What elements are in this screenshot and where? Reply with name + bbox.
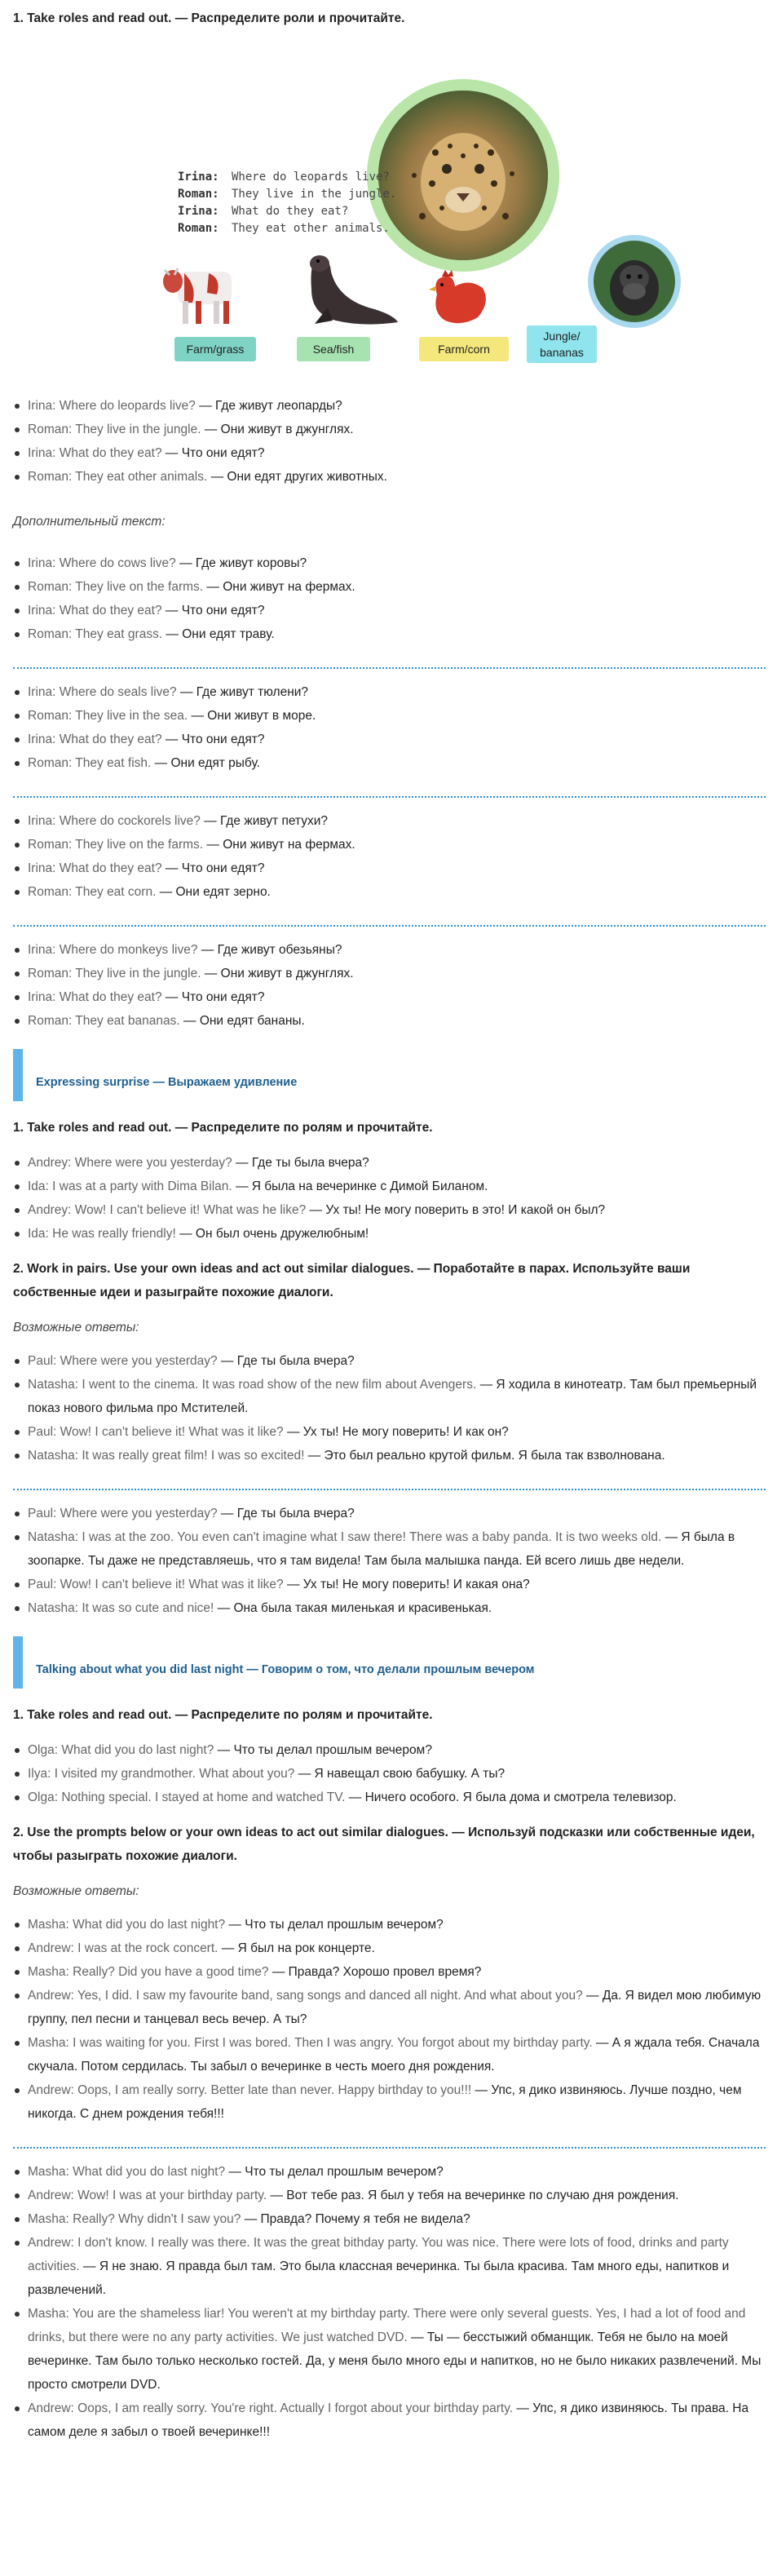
russian-text: — Да. Я видел мою любимую группу, пел песни и танцевал весь вечер. А ты?: [28, 1989, 762, 2026]
russian-text: — Что они едят?: [161, 733, 265, 746]
list-item: [13, 1151, 766, 1175]
list-item: [13, 2397, 766, 2444]
list-item: [13, 2078, 766, 2126]
answer-group: [13, 1502, 766, 1620]
russian-text: — Они едят бананы.: [179, 1014, 305, 1028]
russian-text: — Ух ты! Не могу поверить! И какая она?: [283, 1578, 530, 1591]
answer-group: [13, 1913, 766, 2126]
section3-lines: [13, 1738, 766, 1809]
list-item: [13, 985, 766, 1009]
list-item: [13, 833, 766, 856]
divider: [13, 1489, 766, 1490]
english-text: Irina: What do they eat?: [28, 861, 162, 875]
russian-text: — Они живут в джунглях.: [201, 967, 354, 980]
list-item: [13, 1525, 766, 1573]
list-item: [13, 2184, 766, 2207]
english-text: Irina: What do they eat?: [28, 604, 162, 617]
russian-text: — Где живут коровы?: [175, 556, 307, 570]
section2-lines: [13, 1151, 766, 1246]
russian-text: — Они едят других животных.: [207, 470, 387, 484]
english-text: Masha: Really? Did you have a good time?: [28, 1965, 269, 1979]
english-text: Ida: He was really friendly!: [28, 1227, 176, 1241]
english-text: Roman: They eat other animals.: [28, 470, 208, 484]
list-item: [13, 1222, 766, 1246]
english-text: Roman: They live in the jungle.: [28, 423, 201, 436]
english-text: Roman: They live in the jungle.: [28, 967, 201, 980]
russian-text: — Ничего особого. Я была дома и смотрела телевизор.: [345, 1790, 677, 1804]
english-text: Natasha: It was so cute and nice!: [28, 1601, 214, 1615]
tag-jungle-bananas: Jungle/ bananas: [527, 325, 597, 363]
english-text: Irina: Where do cockorels live?: [28, 814, 201, 828]
tag-farm-grass: Farm/grass: [174, 337, 256, 361]
list-item: [13, 1913, 766, 1936]
list-item: [13, 809, 766, 833]
page: [13, 7, 766, 2444]
section-banner: [13, 1049, 766, 1101]
list-item: [13, 1349, 766, 1373]
english-text: Roman: They live on the farms.: [28, 580, 204, 594]
english-text: Paul: Where were you yesterday?: [28, 1507, 218, 1520]
russian-text: — Где ты была вчера?: [217, 1507, 355, 1520]
english-text: Paul: Wow! I can't believe it! What was it like?: [28, 1578, 284, 1591]
list-item: [13, 1738, 766, 1762]
english-text: Natasha: It was really great film! I was so excited!: [28, 1449, 305, 1463]
english-text: Masha: What did you do last night?: [28, 1918, 226, 1932]
list-item: [13, 962, 766, 985]
russian-text: — Они едят траву.: [162, 627, 275, 641]
divider: [13, 796, 766, 798]
english-text: Masha: What did you do last night?: [28, 2165, 226, 2179]
english-text: Paul: Where were you yesterday?: [28, 1354, 218, 1368]
english-text: Andrey: Where were you yesterday?: [28, 1156, 232, 1170]
russian-text: — Ух ты! Не могу поверить в это! И какой он был?: [306, 1203, 606, 1217]
russian-text: — Я не знаю. Я правда был там. Это была классная вечеринка. Ты была красива. Там много еды, напитков и развлечений.: [28, 2260, 730, 2297]
russian-text: — Они живут на фермах.: [203, 580, 355, 594]
section-banner: [13, 1636, 766, 1689]
russian-text: — Она была такая миленькая и красивенькая.: [214, 1601, 492, 1615]
russian-text: — Где ты была вчера?: [232, 1156, 369, 1170]
extra-group: [13, 938, 766, 1033]
english-text: Ilya: I visited my grandmother. What about you?: [28, 1767, 295, 1781]
english-text: Andrew: I don't know. I really was there. It was the great bithday party. You was nice. There were lots of food, drinks and party activities.: [28, 2236, 729, 2273]
list-item: [13, 1373, 766, 1420]
list-item: [13, 1502, 766, 1525]
english-text: Roman: They eat grass.: [28, 627, 163, 641]
english-text: Masha: I was waiting for you. First I was bored. Then I was angry. You forgot about my birthday party.: [28, 2036, 593, 2050]
russian-text: — Они едят зерно.: [156, 885, 271, 899]
english-text: Roman: They eat bananas.: [28, 1014, 180, 1028]
list-item: [13, 2302, 766, 2397]
english-text: Irina: What do they eat?: [28, 990, 162, 1004]
animals-illustration: [0, 42, 777, 371]
list-item: [13, 856, 766, 880]
list-item: [13, 1420, 766, 1444]
list-item: [13, 1786, 766, 1809]
english-text: Andrew: Oops, I am really sorry. You're right. Actually I forgot about your birthday party.: [28, 2401, 514, 2415]
russian-text: — Я была на вечеринке с Димой Биланом.: [232, 1180, 488, 1193]
russian-text: — Они живут в джунглях.: [201, 423, 354, 436]
russian-text: — Что они едят?: [161, 604, 265, 617]
section3-heading2: 2. Use the prompts below or your own ideas to act out similar dialogues. — Используй подсказки или собственные идеи, чтобы разыграть похожие диалоги.: [13, 1826, 755, 1863]
list-item: [13, 1936, 766, 1960]
banner-bar: [13, 1636, 23, 1689]
russian-text: — Что они едят?: [161, 990, 265, 1004]
list-item: [13, 551, 766, 575]
russian-text: — Они живут в море.: [188, 709, 316, 723]
list-item: [13, 575, 766, 599]
english-text: Irina: Where do seals live?: [28, 685, 177, 699]
russian-text: — Что они едят?: [161, 446, 265, 460]
list-item: [13, 1175, 766, 1198]
russian-text: — Что ты делал прошлым вечером?: [225, 2165, 444, 2179]
russian-text: — Правда? Хорошо провел время?: [268, 1965, 482, 1979]
picture-dialog-line: Irina: What do they eat?: [178, 205, 349, 218]
russian-text: — Я был на рок концерте.: [218, 1941, 375, 1955]
russian-text: — Это был реально крутой фильм. Я была так взволнована.: [304, 1449, 665, 1463]
list-item: [13, 938, 766, 962]
english-text: Irina: Where do monkeys live?: [28, 943, 198, 957]
gorilla-picture: [587, 234, 682, 329]
russian-text: — Где живут тюлени?: [176, 685, 309, 699]
rooster-picture: [421, 270, 491, 329]
russian-text: — Я навещал свою бабушку. А ты?: [294, 1767, 505, 1781]
english-text: Andrew: Yes, I did. I saw my favourite band, sang songs and danced all night. And what about you?: [28, 1989, 583, 2003]
list-item: [13, 704, 766, 728]
english-text: Roman: They live on the farms.: [28, 838, 204, 852]
english-text: Irina: What do they eat?: [28, 446, 162, 460]
extra-group: [13, 809, 766, 904]
english-text: Irina: Where do cows live?: [28, 556, 176, 570]
russian-text: — Они едят рыбу.: [151, 756, 260, 770]
russian-text: — Я ходила в кинотеатр. Там был премьерный показ нового фильма про Мстителей.: [28, 1378, 757, 1415]
picture-dialog: [178, 169, 396, 237]
possible-answers-label: Возможные ответы:: [13, 1884, 139, 1898]
russian-text: — Упс, я дико извиняюсь. Лучше поздно, чем никогда. С днем рождения тебя!!!: [28, 2083, 742, 2121]
english-text: Andrew: Oops, I am really sorry. Better late than never. Happy birthday to you!!!: [28, 2083, 472, 2097]
english-text: Masha: Really? Why didn't I saw you?: [28, 2212, 241, 2226]
picture-dialog-line: Roman: They live in the jungle.: [178, 188, 397, 201]
list-item: [13, 2207, 766, 2231]
answer-group: [13, 1349, 766, 1467]
russian-text: — Вот тебе раз. Я был у тебя на вечеринке по случаю дня рождения.: [267, 2189, 679, 2202]
list-item: [13, 465, 766, 489]
banner-title: Talking about what you did last night — Говорим о том, что делали прошлым вечером: [36, 1662, 535, 1676]
english-text: Paul: Wow! I can't believe it! What was it like?: [28, 1425, 284, 1439]
english-text: Andrey: Wow! I can't believe it! What was he like?: [28, 1203, 307, 1217]
russian-text: — Что они едят?: [161, 861, 265, 875]
list-item: [13, 441, 766, 465]
english-text: Irina: Where do leopards live?: [28, 399, 196, 413]
russian-text: — Я была в зоопарке. Ты даже не представляешь, что я там видела! Там была малышка панда. Ей всего лишь две недели.: [28, 1530, 735, 1568]
banner-title: Expressing surprise — Выражаем удивление: [36, 1075, 298, 1089]
russian-text: — Ух ты! Не могу поверить! И как он?: [283, 1425, 509, 1439]
list-item: [13, 1762, 766, 1786]
russian-text: — Правда? Почему я тебя не видела?: [241, 2212, 470, 2226]
seal-picture: [290, 249, 401, 329]
list-item: [13, 2031, 766, 2078]
list-item: [13, 1573, 766, 1596]
russian-text: — Где живут обезьяны?: [197, 943, 342, 957]
russian-text: — Упс, я дико извиняюсь. Ты права. На самом деле я забыл о твоей вечеринке!!!: [28, 2401, 749, 2439]
list-item: [13, 418, 766, 441]
possible-answers-label: Возможные ответы:: [13, 1321, 139, 1334]
russian-text: — Где живут петухи?: [200, 814, 328, 828]
list-item: [13, 394, 766, 418]
list-item: [13, 728, 766, 751]
list-item: [13, 1960, 766, 1984]
russian-text: — Ты — бесстыжий обманщик. Тебя не было на моей вечеринке. Там было только несколько гостей. Да, у меня было много еды и напитков, но не было никаких развлечений. Мы просто смотрели DVD.: [28, 2330, 762, 2392]
section3-heading1: 1. Take roles and read out. — Распределите по ролям и прочитайте.: [13, 1708, 433, 1722]
english-text: Andrew: Wow! I was at your birthday party.: [28, 2189, 267, 2202]
english-text: Masha: You are the shameless liar! You weren't at my birthday party. There were only several guests. Yes, I had a lot of food and drinks, but there were no any party activities. We just watched DVD.: [28, 2307, 746, 2344]
list-item: [13, 680, 766, 704]
russian-text: — Где ты была вчера?: [217, 1354, 355, 1368]
list-item: [13, 1596, 766, 1620]
list-item: [13, 622, 766, 646]
tag-sea-fish: Sea/fish: [297, 337, 370, 361]
tag-farm-corn: Farm/corn: [419, 337, 509, 361]
section1-lines: [13, 394, 766, 489]
section1-heading: 1. Take roles and read out. — Распределите роли и прочитайте.: [13, 11, 405, 25]
english-text: Roman: They eat corn.: [28, 885, 157, 899]
divider: [13, 2147, 766, 2149]
section2-heading1: 1. Take roles and read out. — Распределите по ролям и прочитайте.: [13, 1121, 433, 1135]
english-text: Andrew: I was at the rock concert.: [28, 1941, 219, 1955]
english-text: Ida: I was at a party with Dima Bilan.: [28, 1180, 232, 1193]
divider: [13, 925, 766, 927]
section2-heading2: 2. Work in pairs. Use your own ideas and act out similar dialogues. — Поработайте в парах. Используйте ваши собственные идеи и разыграйте похожие диалоги.: [13, 1262, 691, 1299]
answer-group: [13, 2160, 766, 2444]
russian-text: — Они живут на фермах.: [203, 838, 355, 852]
list-item: [13, 1444, 766, 1467]
divider: [13, 667, 766, 669]
extra-group: [13, 680, 766, 775]
english-text: Irina: What do they eat?: [28, 733, 162, 746]
extra-group: [13, 551, 766, 646]
list-item: [13, 1984, 766, 2031]
banner-bar: [13, 1049, 23, 1101]
russian-text: — Где живут леопарды?: [195, 399, 342, 413]
english-text: Natasha: I was at the zoo. You even can't imagine what I saw there! There was a baby panda. It is two weeks old.: [28, 1530, 662, 1544]
list-item: [13, 2231, 766, 2302]
english-text: Natasha: I went to the cinema. It was road show of the new film about Avengers.: [28, 1378, 477, 1392]
cow-picture: [160, 254, 249, 329]
picture-dialog-line: Roman: They eat other animals.: [178, 222, 390, 235]
list-item: [13, 751, 766, 775]
english-text: Roman: They eat fish.: [28, 756, 152, 770]
english-text: Olga: What did you do last night?: [28, 1743, 214, 1757]
english-text: Olga: Nothing special. I stayed at home and watched TV.: [28, 1790, 346, 1804]
extra-text-label: Дополнительный текст:: [13, 515, 166, 529]
list-item: [13, 880, 766, 904]
russian-text: — Что ты делал прошлым вечером?: [225, 1918, 444, 1932]
list-item: [13, 1198, 766, 1222]
russian-text: — Что ты делал прошлым вечером?: [214, 1743, 432, 1757]
list-item: [13, 599, 766, 622]
english-text: Roman: They live in the sea.: [28, 709, 188, 723]
russian-text: — А я ждала тебя. Сначала скучала. Потом сердилась. Ты забыл о вечеринке в честь моего дня рождения.: [28, 2036, 760, 2074]
list-item: [13, 2160, 766, 2184]
picture-dialog-line: Irina: Where do leopards live?: [178, 170, 390, 184]
list-item: [13, 1009, 766, 1033]
russian-text: — Он был очень дружелюбным!: [175, 1227, 369, 1241]
